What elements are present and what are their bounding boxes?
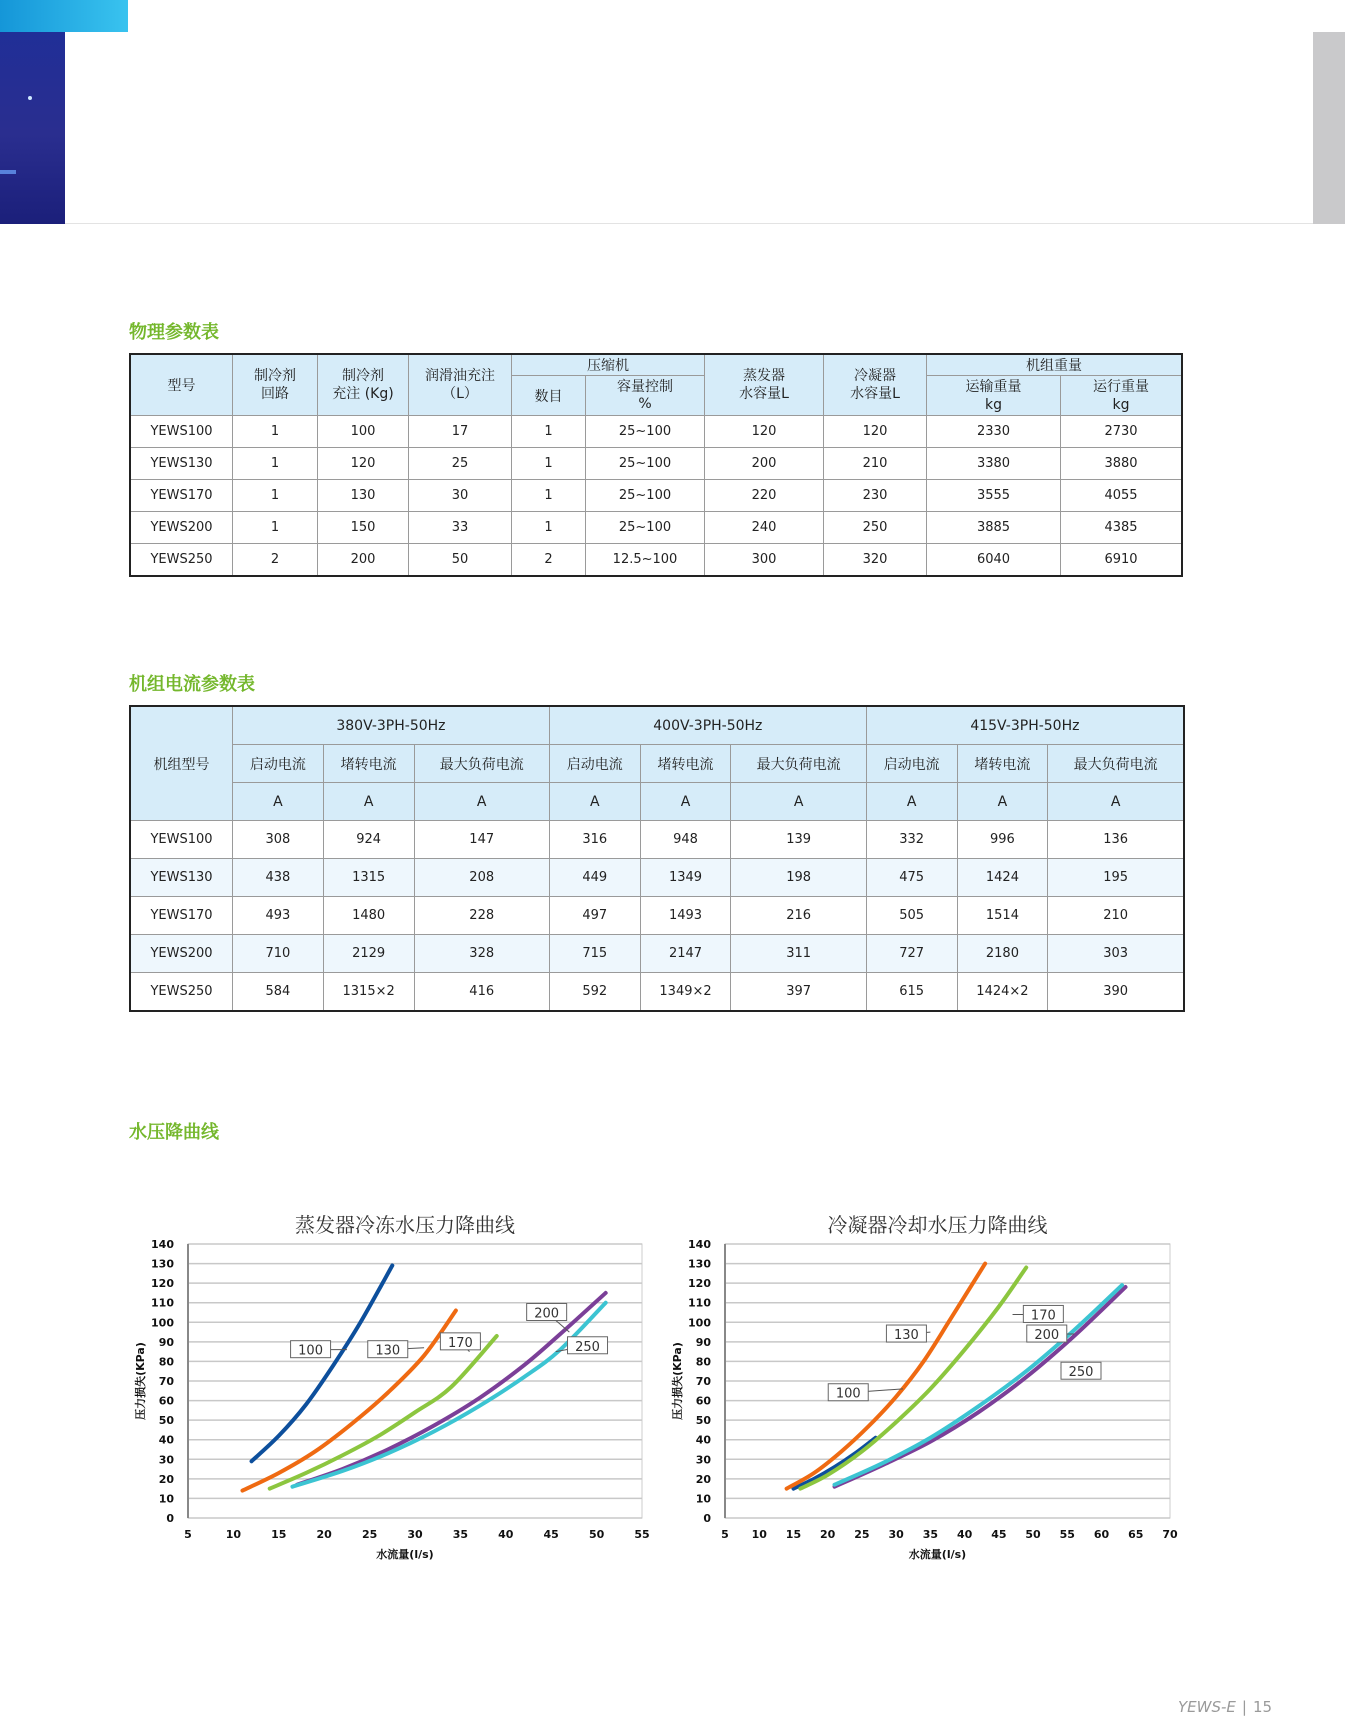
table-cell: YEWS170 <box>130 480 233 512</box>
table-cell: 120 <box>705 416 824 448</box>
th-cond: 冷凝器 水容量L <box>824 354 927 416</box>
page-footer <box>1178 1698 1272 1716</box>
table-row <box>130 859 1184 897</box>
table-cell: 3380 <box>927 448 1061 480</box>
table-cell: 3885 <box>927 512 1061 544</box>
th-comp-count: 数目 <box>512 376 586 416</box>
table-cell: 328 <box>414 935 549 973</box>
table-cell: YEWS170 <box>130 897 233 935</box>
table-cell: 715 <box>549 935 640 973</box>
table-cell: 195 <box>1048 859 1184 897</box>
x-tick-label: 15 <box>271 1528 287 1541</box>
table-cell: 615 <box>866 973 957 1012</box>
table-cell: 303 <box>1048 935 1184 973</box>
x-tick-label: 40 <box>498 1528 514 1541</box>
table-cell: 320 <box>824 544 927 577</box>
y-tick-label: 10 <box>158 1492 174 1506</box>
y-tick-label: 60 <box>158 1394 174 1408</box>
table-cell: 17 <box>409 416 512 448</box>
th-unit: A <box>640 783 731 821</box>
th-unit-model: 机组型号 <box>130 706 233 821</box>
y-tick-label: 110 <box>151 1296 174 1310</box>
table-cell: 200 <box>318 544 409 577</box>
table-cell: 416 <box>414 973 549 1012</box>
y-axis-label: 压力损失(KPa) <box>671 1342 684 1420</box>
series-label: 100 <box>835 1386 861 1402</box>
table-cell: 1 <box>233 416 318 448</box>
th-evap: 蒸发器 水容量L <box>705 354 824 416</box>
table-cell: 136 <box>1048 821 1184 859</box>
y-tick-label: 40 <box>158 1433 174 1447</box>
table-row <box>130 544 1182 577</box>
y-tick-label: 140 <box>688 1238 711 1251</box>
table-cell: YEWS130 <box>130 859 233 897</box>
x-axis-label: 水流量(l/s) <box>908 1548 967 1561</box>
th-unit: A <box>549 783 640 821</box>
x-tick-label: 40 <box>956 1528 973 1541</box>
table-row <box>130 821 1184 859</box>
table-cell: 240 <box>705 512 824 544</box>
table-cell: 200 <box>705 448 824 480</box>
y-tick-label: 0 <box>703 1512 711 1525</box>
x-tick-label: 5 <box>184 1528 192 1541</box>
th-current-type: 堵转电流 <box>323 745 414 783</box>
x-tick-label: 20 <box>820 1528 836 1541</box>
table-cell: 497 <box>549 897 640 935</box>
th-circuits: 制冷剂 回路 <box>233 354 318 416</box>
table-cell: 710 <box>233 935 324 973</box>
x-tick-label: 20 <box>316 1528 332 1541</box>
table-cell: 1 <box>512 480 586 512</box>
x-tick-label: 25 <box>854 1528 870 1541</box>
header-side-tab <box>1313 32 1345 224</box>
table-cell: 220 <box>705 480 824 512</box>
y-tick-label: 20 <box>158 1472 174 1486</box>
y-tick-label: 50 <box>695 1414 711 1428</box>
footer-product: YEWS-E <box>1178 1698 1236 1716</box>
table-cell: 25~100 <box>586 448 705 480</box>
x-tick-label: 15 <box>785 1528 802 1541</box>
table-cell: 228 <box>414 897 549 935</box>
table-cell: 4385 <box>1061 512 1183 544</box>
y-tick-label: 80 <box>158 1355 174 1369</box>
table-cell: YEWS100 <box>130 821 233 859</box>
th-weight: 机组重量 <box>927 354 1183 376</box>
table-cell: 1 <box>233 448 318 480</box>
evaporator-pressure-drop-chart <box>128 1208 653 1568</box>
y-tick-label: 140 <box>151 1238 174 1251</box>
table-row <box>130 480 1182 512</box>
th-capacity: 容量控制 % <box>586 376 705 416</box>
th-current-type: 最大负荷电流 <box>414 745 549 783</box>
x-tick-label: 55 <box>1059 1528 1075 1541</box>
th-unit: A <box>957 783 1048 821</box>
x-tick-label: 60 <box>1093 1528 1110 1541</box>
y-tick-label: 60 <box>695 1394 711 1408</box>
y-tick-label: 0 <box>166 1512 174 1525</box>
table-cell: 120 <box>824 416 927 448</box>
table-row <box>130 897 1184 935</box>
table-cell: 6910 <box>1061 544 1183 577</box>
table-cell: 147 <box>414 821 549 859</box>
table-row <box>130 448 1182 480</box>
table-cell: 120 <box>318 448 409 480</box>
th-ship-weight: 运输重量 kg <box>927 376 1061 416</box>
header-streak <box>0 170 16 174</box>
th-unit: A <box>414 783 549 821</box>
th-current-type: 启动电流 <box>233 745 324 783</box>
table-row <box>130 973 1184 1012</box>
series-label: 100 <box>298 1343 323 1359</box>
table-cell: 6040 <box>927 544 1061 577</box>
table-cell: 1514 <box>957 897 1048 935</box>
table-cell: 198 <box>731 859 866 897</box>
th-current-type: 启动电流 <box>866 745 957 783</box>
x-tick-label: 5 <box>721 1528 729 1541</box>
series-label: 170 <box>1030 1308 1056 1324</box>
th-compressor: 压缩机 <box>512 354 705 376</box>
y-tick-label: 30 <box>695 1453 711 1467</box>
table-cell: 3555 <box>927 480 1061 512</box>
x-tick-label: 45 <box>991 1528 1007 1541</box>
y-tick-label: 30 <box>158 1453 174 1467</box>
th-current-type: 最大负荷电流 <box>731 745 866 783</box>
y-tick-label: 90 <box>158 1335 174 1349</box>
table-cell: YEWS250 <box>130 973 233 1012</box>
series-label: 250 <box>1068 1365 1094 1381</box>
table-cell: 2330 <box>927 416 1061 448</box>
table-row <box>130 416 1182 448</box>
y-tick-label: 90 <box>695 1335 711 1349</box>
table-cell: 2 <box>512 544 586 577</box>
table-cell: 208 <box>414 859 549 897</box>
th-oil: 润滑油充注 （L） <box>409 354 512 416</box>
x-tick-label: 10 <box>751 1528 767 1541</box>
table-cell: 1 <box>233 480 318 512</box>
table-cell: 1 <box>512 512 586 544</box>
x-tick-label: 35 <box>452 1528 469 1541</box>
th-model: 型号 <box>130 354 233 416</box>
table-cell: 12.5~100 <box>586 544 705 577</box>
table-cell: 1315×2 <box>323 973 414 1012</box>
chart-title: 蒸发器冷冻水压力降曲线 <box>295 1213 515 1237</box>
table-cell: 25~100 <box>586 416 705 448</box>
table-row <box>130 512 1182 544</box>
x-tick-label: 45 <box>543 1528 559 1541</box>
table-cell: YEWS130 <box>130 448 233 480</box>
x-tick-label: 70 <box>1162 1528 1178 1541</box>
series-label: 130 <box>375 1343 401 1359</box>
table-cell: 332 <box>866 821 957 859</box>
table-cell: YEWS100 <box>130 416 233 448</box>
x-tick-label: 50 <box>1025 1528 1041 1541</box>
table-cell: 210 <box>1048 897 1184 935</box>
table-cell: 25~100 <box>586 480 705 512</box>
th-op-weight: 运行重量 kg <box>1061 376 1183 416</box>
table-cell: 300 <box>705 544 824 577</box>
table-cell: 1 <box>512 448 586 480</box>
table-cell: 727 <box>866 935 957 973</box>
table-cell: 311 <box>731 935 866 973</box>
y-tick-label: 70 <box>695 1375 711 1388</box>
table-cell: 1315 <box>323 859 414 897</box>
table-cell: 493 <box>233 897 324 935</box>
table-cell: 216 <box>731 897 866 935</box>
th-charge: 制冷剂 充注 (Kg) <box>318 354 409 416</box>
x-tick-label: 65 <box>1128 1528 1144 1541</box>
y-tick-label: 120 <box>688 1277 711 1291</box>
table-cell: 1424×2 <box>957 973 1048 1012</box>
x-tick-label: 35 <box>922 1528 939 1541</box>
table-cell: 948 <box>640 821 731 859</box>
footer-separator: | <box>1241 1698 1247 1716</box>
x-tick-label: 10 <box>225 1528 242 1541</box>
table-cell: 924 <box>323 821 414 859</box>
y-tick-label: 10 <box>695 1492 711 1506</box>
table-cell: 100 <box>318 416 409 448</box>
table-cell: 592 <box>549 973 640 1012</box>
th-current-type: 启动电流 <box>549 745 640 783</box>
table-cell: 397 <box>731 973 866 1012</box>
table-cell: YEWS250 <box>130 544 233 577</box>
table-row <box>130 935 1184 973</box>
header-dot <box>28 96 32 100</box>
th-group-415: 415V-3PH-50Hz <box>866 706 1184 745</box>
table-cell: 1493 <box>640 897 731 935</box>
th-group-400: 400V-3PH-50Hz <box>549 706 866 745</box>
table-cell: 25 <box>409 448 512 480</box>
y-tick-label: 80 <box>695 1355 711 1369</box>
table-cell: 505 <box>866 897 957 935</box>
y-tick-label: 120 <box>151 1277 174 1291</box>
x-axis-label: 水流量(l/s) <box>376 1548 434 1561</box>
table-cell: 1 <box>233 512 318 544</box>
table-cell: 139 <box>731 821 866 859</box>
table-cell: YEWS200 <box>130 935 233 973</box>
y-tick-label: 50 <box>158 1414 174 1428</box>
table-cell: 1349 <box>640 859 731 897</box>
table-cell: 2147 <box>640 935 731 973</box>
table-cell: 2180 <box>957 935 1048 973</box>
table-cell: 1349×2 <box>640 973 731 1012</box>
table-cell: 1 <box>512 416 586 448</box>
page-number: 15 <box>1252 1698 1273 1716</box>
series-label: 250 <box>575 1339 600 1355</box>
x-tick-label: 30 <box>888 1528 904 1541</box>
electrical-table <box>129 705 1185 1012</box>
table-cell: 150 <box>318 512 409 544</box>
th-current-type: 堵转电流 <box>957 745 1048 783</box>
y-axis-label: 压力损失(KPa) <box>134 1342 147 1420</box>
table-cell: 308 <box>233 821 324 859</box>
y-tick-label: 40 <box>695 1433 711 1447</box>
th-unit: A <box>1048 783 1184 821</box>
table-cell: 250 <box>824 512 927 544</box>
table-cell: 230 <box>824 480 927 512</box>
th-unit: A <box>323 783 414 821</box>
table-cell: 25~100 <box>586 512 705 544</box>
table-cell: 1424 <box>957 859 1048 897</box>
th-current-type: 堵转电流 <box>640 745 731 783</box>
th-group-380: 380V-3PH-50Hz <box>233 706 550 745</box>
table-cell: 2129 <box>323 935 414 973</box>
series-label: 170 <box>447 1335 473 1351</box>
electrical-title: 机组电流参数表 <box>129 674 255 695</box>
condenser-pressure-drop-chart <box>665 1208 1195 1568</box>
series-label: 200 <box>534 1306 560 1322</box>
table-cell: 584 <box>233 973 324 1012</box>
table-cell: 2 <box>233 544 318 577</box>
table-cell: YEWS200 <box>130 512 233 544</box>
x-tick-label: 50 <box>588 1528 605 1541</box>
header-accent <box>0 0 128 32</box>
table-cell: 438 <box>233 859 324 897</box>
table-cell: 1480 <box>323 897 414 935</box>
y-tick-label: 110 <box>688 1296 711 1310</box>
table-cell: 130 <box>318 480 409 512</box>
table-cell: 475 <box>866 859 957 897</box>
x-tick-label: 25 <box>361 1528 378 1541</box>
header-divider <box>65 223 1313 224</box>
x-tick-label: 55 <box>634 1528 650 1541</box>
table-cell: 390 <box>1048 973 1184 1012</box>
table-cell: 2730 <box>1061 416 1183 448</box>
table-cell: 316 <box>549 821 640 859</box>
th-unit: A <box>731 783 866 821</box>
th-unit: A <box>233 783 324 821</box>
series-label: 130 <box>894 1328 919 1344</box>
y-tick-label: 130 <box>688 1257 711 1271</box>
table-cell: 996 <box>957 821 1048 859</box>
table-cell: 210 <box>824 448 927 480</box>
table-cell: 3880 <box>1061 448 1183 480</box>
table-cell: 4055 <box>1061 480 1183 512</box>
y-tick-label: 100 <box>151 1316 174 1330</box>
table-cell: 50 <box>409 544 512 577</box>
y-tick-label: 100 <box>688 1316 711 1330</box>
x-tick-label: 30 <box>407 1528 423 1541</box>
th-unit: A <box>866 783 957 821</box>
series-label: 200 <box>1034 1328 1060 1344</box>
y-tick-label: 20 <box>695 1472 711 1486</box>
physical-title: 物理参数表 <box>129 322 219 343</box>
table-cell: 33 <box>409 512 512 544</box>
chart-title: 冷凝器冷却水压力降曲线 <box>827 1213 1048 1237</box>
table-cell: 30 <box>409 480 512 512</box>
physical-table <box>129 353 1183 577</box>
table-cell: 449 <box>549 859 640 897</box>
y-tick-label: 70 <box>158 1375 174 1388</box>
y-tick-label: 130 <box>151 1257 174 1271</box>
th-current-type: 最大负荷电流 <box>1048 745 1184 783</box>
header-band <box>0 0 65 224</box>
curves-title: 水压降曲线 <box>129 1122 219 1143</box>
